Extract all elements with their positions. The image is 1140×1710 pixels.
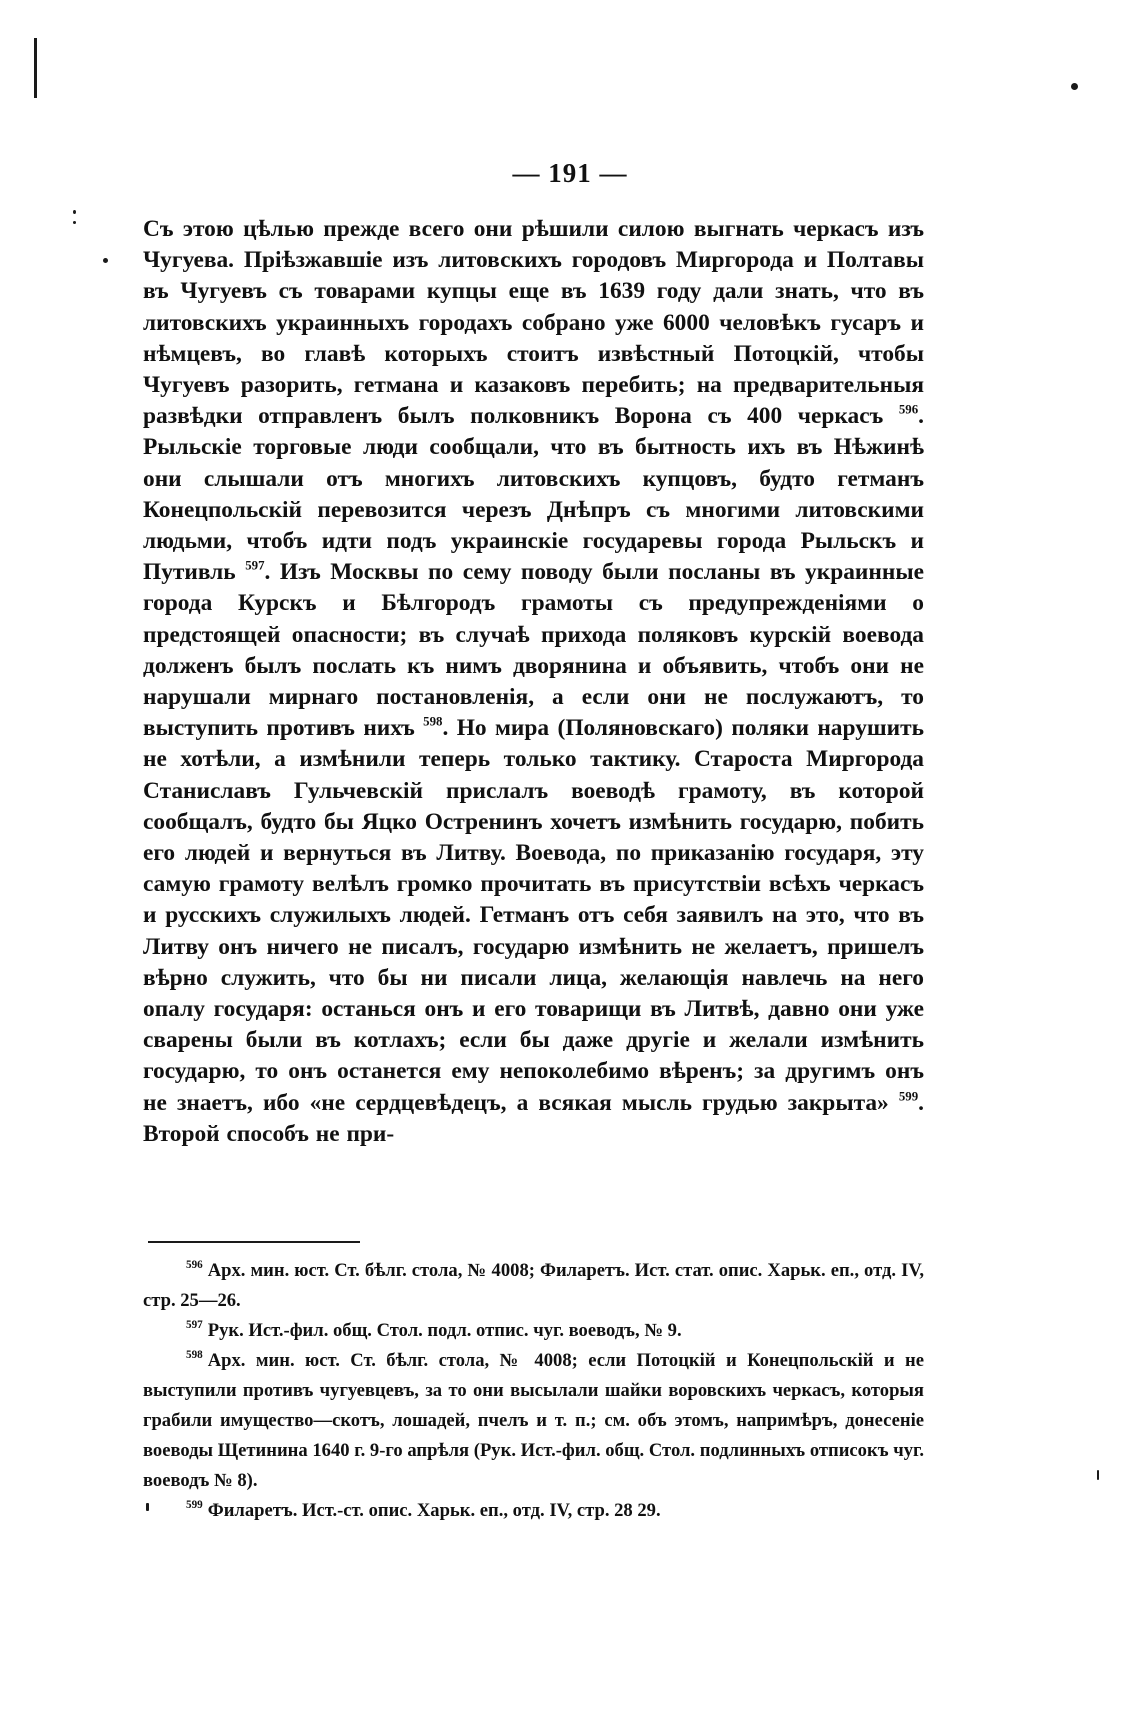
footnote-ref-599: 599 — [898, 1089, 919, 1104]
footnote-ref-598: 598 — [423, 714, 443, 729]
scan-speck — [1097, 1470, 1099, 1480]
footnote-ref-596: 596 — [898, 402, 919, 417]
footnote-ref-597: 597 — [245, 558, 265, 573]
main-text — [143, 214, 924, 1150]
main-text-segment: . Изъ Москвы по сему поводу были посланы въ украинные города Курскъ и Бѣлгородъ грамоты съ предупрежденіями о предстоящей опасности; въ случаѣ прихода поляковъ курскій воевода долженъ былъ послать къ нимъ дворянина и объявить, чтобъ они не нарушали мирнаго постановленія, а если они не послужаютъ, то выступить противъ нихъ — [143, 559, 924, 742]
main-text-segment: . Рыльскіе торговые люди сообщали, что въ бытность ихъ въ Нѣжинѣ они слышали отъ многихъ литовскихъ купцовъ, будто гетманъ Конецпольскій перевозится черезъ Днѣпръ съ многими литовскими людьми, чтобъ идти подъ украинскіе государевы города Рыльскъ и Путивль — [143, 403, 925, 586]
footnote-text: Филаретъ. Ист.-ст. опис. Харьк. еп., отд. IV, стр. 28 29. — [207, 1500, 661, 1521]
main-text-segment: . Но мира (Поляновскаго) поляки нарушить не хотѣли, а измѣнили теперь только тактику. Староста Миргорода Станиславъ Гульчевскій прислалъ воеводѣ грамоту, въ которой сообщалъ, будто бы Яцко Остренинъ хочетъ измѣнить государю, побить его людей и вернуться въ Литву. Воевода, по приказанію государя, эту самую грамоту велѣлъ громко прочитать въ присутствіи всѣхъ черкасъ и русскихъ служилыхъ людей. Гетманъ отъ себя заявилъ на это, что въ Литву онъ ничего не писалъ, государю измѣнить не желаетъ, пришелъ вѣрно служить, что бы ни писали лица, желающія навлечь на него опалу государя: останься онъ и его товарищи въ Литвѣ, давно они уже сварены были въ котлахъ; если бы даже другіе и желали измѣнить государю, то онъ останется ему непоколебимо вѣренъ; за другимъ онъ не знаетъ, ибо «не сердцевѣдецъ, а всякая мысль грудью закрыта» — [143, 715, 924, 1116]
footnote-text: Рук. Ист.-фил. общ. Стол. подл. отпис. чуг. воеводъ, № 9. — [207, 1320, 682, 1341]
scan-speck — [103, 258, 108, 263]
footnote-599: 599 Филаретъ. Ист.-ст. опис. Харьк. еп., отд. IV, стр. 28 29. — [186, 1499, 661, 1521]
scan-speck — [73, 221, 76, 224]
footnote-divider — [148, 1241, 360, 1243]
scan-speck — [73, 210, 76, 214]
main-text-segment: Съ этою цѣлью прежде всего они рѣшили силою выгнать черкасъ изъ Чугуева. Пріѣзжавшіе изъ литовскихъ городовъ Миргорода и Полтавы въ Чугуевъ съ товарами купцы еще въ 1639 году дали знать, что въ литовскихъ украинныхъ городахъ собрано уже 6000 человѣкъ гусаръ и нѣмцевъ, во главѣ которыхъ стоитъ извѣстный Потоцкій, чтобы Чугуевъ разорить, гетмана и казаковъ перебить; на предварительныя развѣдки отправленъ былъ полковникъ Ворона съ 400 черкасъ — [143, 216, 924, 430]
footnote-596: 596 Арх. мин. юст. Ст. бѣлг. стола, № 4008; Филаретъ. Ист. стат. опис. Харьк. еп., отд. IV, стр. 25—26. — [143, 1259, 924, 1311]
footnotes — [143, 1256, 924, 1526]
footnote-598: 598 Арх. мин. юст. Ст. бѣлг. стола, № 4008; если Потоцкій и Конецпольскій и не выступили противъ чугуевцевъ, за то они высылали шайки воровскихъ черкасъ, которыя грабили имущество—скотъ, лошадей, пчелъ и т. п.; см. объ этомъ, напримѣръ, донесеніе воеводы Щетинина 1640 г. 9-го апрѣля (Рук. Ист.-фил. общ. Стол. подлинныхъ отписокъ чуг. воеводъ № 8). — [143, 1349, 924, 1491]
scan-edge-mark — [34, 38, 37, 98]
main-text-segment: . Второй способъ не при- — [143, 1089, 924, 1147]
footnote-text: Арх. мин. юст. Ст. бѣлг. стола, № 4008; Филаретъ. Ист. стат. опис. Харьк. еп., отд. IV, стр. 25—26. — [143, 1260, 924, 1311]
footnote-text: Арх. мин. юст. Ст. бѣлг. стола, № 4008; если Потоцкій и Конецпольскій и не выступили противъ чугуевцевъ, за то они высылали шайки воровскихъ черкасъ, которыя грабили имущество—скотъ, лошадей, пчелъ и т. п.; см. объ этомъ, напримѣръ, донесеніе воеводы Щетинина 1640 г. 9-го апрѣля (Рук. Ист.-фил. общ. Стол. подлинныхъ отписокъ чуг. воеводъ № 8). — [143, 1350, 924, 1491]
scan-speck — [1071, 83, 1078, 90]
footnote-597: 597 Рук. Ист.-фил. общ. Стол. подл. отпис. чуг. воеводъ, № 9. — [186, 1319, 682, 1341]
page-number: — 191 — — [512, 158, 628, 188]
